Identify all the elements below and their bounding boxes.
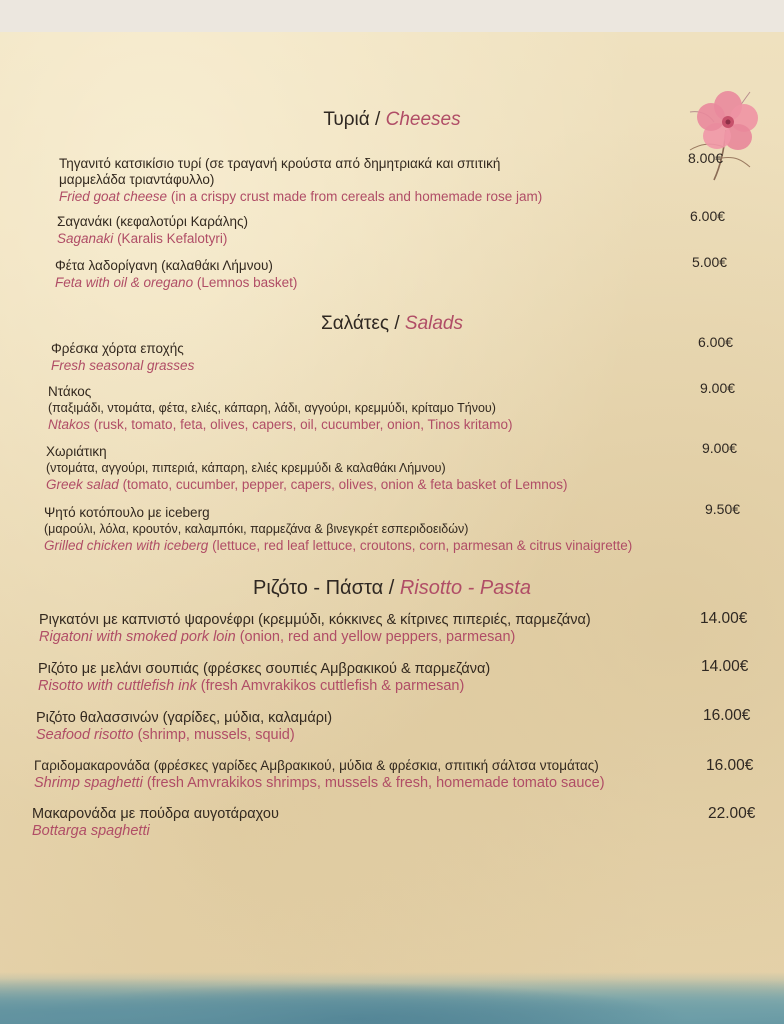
item-name-gr: Σαγανάκι (κεφαλοτύρι Καράλης): [57, 214, 248, 229]
item-ingredients-gr: (ντομάτα, αγγούρι, πιπεριά, κάπαρη, ελιές κρεμμύδι & καλαθάκι Λήμνου): [46, 461, 446, 475]
item-en-name: Rigatoni with smoked pork loin: [39, 629, 236, 645]
item-name-gr-cont: μαρμελάδα τριαντάφυλλο): [59, 172, 215, 187]
item-en-desc: (Lemnos basket): [196, 275, 298, 290]
section-heading-en: Salads: [404, 313, 463, 334]
watercolor-border: [0, 972, 784, 1024]
item-name-en: [36, 726, 696, 744]
menu-item: [55, 258, 655, 292]
heading-separator: /: [394, 313, 400, 334]
section-heading-cheeses: [0, 109, 784, 131]
item-name-en: [34, 774, 704, 792]
item-name-gr: Γαριδομακαρονάδα (φρέσκες γαρίδες Αμβρακικού, μύδια & φρέσκια, σπιτική σάλτσα ντομάτας): [34, 758, 599, 773]
item-en-name: Grilled chicken with iceberg: [44, 538, 209, 553]
item-price: 16.00€: [706, 757, 754, 774]
item-price: 9.50€: [705, 501, 741, 517]
item-name-gr: Τηγανιτό κατσικίσιο τυρί (σε τραγανή κρούστα από δημητριακά και σπιτική: [59, 156, 501, 171]
item-en-desc: (tomato, cucumber, pepper, capers, olives, onion & feta basket of Lemnos): [122, 477, 568, 492]
menu-item: [44, 505, 734, 555]
section-heading-gr: Ριζότο - Πάστα: [252, 577, 384, 599]
item-price: 22.00€: [708, 805, 756, 822]
item-en-desc: (lettuce, red leaf lettuce, croutons, corn, parmesan & citrus vinaigrette): [212, 538, 633, 553]
menu-item: [32, 806, 692, 840]
item-price: 9.00€: [702, 440, 738, 456]
item-en-name: Bottarga spaghetti: [32, 823, 150, 839]
item-name-gr: Ριζότο θαλασσινών (γαρίδες, μύδια, καλαμάρι): [36, 710, 333, 726]
item-name-gr: Φέτα λαδορίγανη (καλαθάκι Λήμνου): [55, 258, 273, 273]
item-en-name: Shrimp spaghetti: [34, 775, 143, 791]
item-en-desc: (fresh Amvrakikos cuttlefish & parmesan): [200, 678, 465, 694]
item-name-en: [57, 230, 657, 248]
item-price: 6.00€: [698, 334, 734, 350]
item-ingredients-gr: (μαρούλι, λόλα, κρουτόν, καλαμπόκι, παρμεζάνα & βινεγκρέτ εσπεριδοειδών): [44, 522, 469, 536]
item-name-gr: Μακαρονάδα με πούδρα αυγοτάραχου: [32, 806, 279, 822]
item-en-name: Ntakos: [48, 417, 91, 432]
item-name-en: [39, 628, 699, 646]
section-heading-en: Risotto - Pasta: [399, 577, 531, 599]
item-en-name: Risotto with cuttlefish ink: [38, 678, 197, 694]
menu-item: [51, 341, 651, 375]
item-price: 8.00€: [688, 150, 724, 166]
item-price: 14.00€: [701, 658, 749, 675]
item-price: 14.00€: [700, 610, 748, 627]
item-name-en: [46, 476, 686, 494]
item-en-name: Fresh seasonal grasses: [51, 358, 195, 373]
item-name-en: [55, 274, 655, 292]
item-name-en: [59, 188, 679, 206]
item-price: 5.00€: [692, 254, 728, 270]
menu-item: [39, 612, 699, 646]
item-en-name: Greek salad: [46, 477, 119, 492]
item-name-gr: Χωριάτικη: [46, 444, 107, 459]
menu-item: [46, 444, 686, 494]
menu-item: [36, 710, 696, 744]
item-en-desc: (shrimp, mussels, squid): [137, 727, 295, 743]
item-price: 9.00€: [700, 380, 736, 396]
section-heading-salads: [0, 313, 784, 335]
menu-item: [48, 384, 688, 434]
item-name-en: [51, 357, 651, 375]
item-name-gr: Ριζότο με μελάνι σουπιάς (φρέσκες σουπιές Αμβρακικού & παρμεζάνα): [38, 661, 491, 677]
item-en-name: Seafood risotto: [36, 727, 134, 743]
item-name-gr: Φρέσκα χόρτα εποχής: [51, 341, 184, 356]
item-name-en: [32, 822, 692, 840]
menu-item: [57, 214, 657, 248]
heading-separator: /: [375, 109, 381, 130]
menu-item: [34, 758, 704, 792]
item-en-desc: (Karalis Kefalotyri): [117, 231, 228, 246]
section-heading-gr: Τυριά: [323, 109, 370, 130]
item-name-gr: Ριγκατόνι με καπνιστό ψαρονέφρι (κρεμμύδι, κόκκινες & κίτρινες πιπεριές, παρμεζάνα): [39, 612, 591, 628]
section-heading-en: Cheeses: [385, 109, 461, 130]
menu-item: [38, 661, 698, 695]
item-en-name: Fried goat cheese: [59, 189, 168, 204]
menu-item: [59, 156, 679, 206]
item-en-desc: (in a crispy crust made from cereals and homemade rose jam): [170, 189, 543, 204]
item-en-name: Saganaki: [57, 231, 114, 246]
item-en-name: Feta with oil & oregano: [55, 275, 194, 290]
item-price: 16.00€: [703, 707, 751, 724]
heading-separator: /: [388, 577, 395, 599]
item-en-desc: (onion, red and yellow peppers, parmesan): [239, 629, 516, 645]
item-price: 6.00€: [690, 208, 726, 224]
item-ingredients-gr: (παξιμάδι, ντομάτα, φέτα, ελιές, κάπαρη, λάδι, αγγούρι, κρεμμύδι, κρίταμο Τήνου): [48, 401, 496, 415]
menu-page: [0, 32, 784, 1024]
item-name-en: [38, 677, 698, 695]
item-name-en: [48, 416, 688, 434]
item-name-gr: Ντάκος: [48, 384, 92, 399]
item-en-desc: (fresh Amvrakikos shrimps, mussels & fresh, homemade tomato sauce): [146, 775, 605, 791]
item-name-en: [44, 537, 734, 555]
section-heading-gr: Σαλάτες: [320, 313, 390, 334]
item-name-gr: Ψητό κοτόπουλο με iceberg: [44, 505, 210, 520]
section-heading-pasta: [0, 577, 784, 600]
item-en-desc: (rusk, tomato, feta, olives, capers, oil, cucumber, onion, Tinos kritamo): [93, 417, 513, 432]
